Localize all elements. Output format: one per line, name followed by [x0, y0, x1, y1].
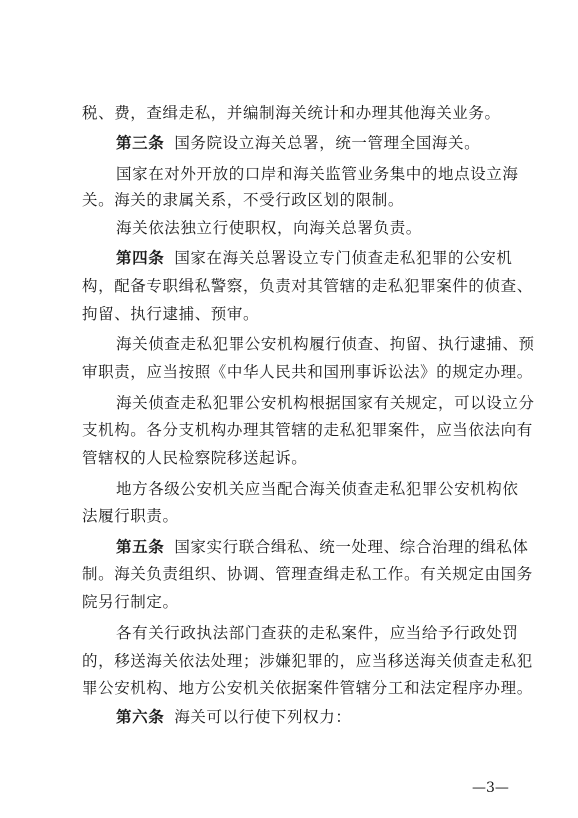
- article-heading: 第四条: [116, 249, 165, 267]
- line-text: 税、费，查缉走私，并编制海关统计和办理其他海关业务。: [82, 104, 501, 122]
- line-text: 构，配备专职缉私警察，负责对其管辖的走私犯罪案件的侦查、: [82, 277, 533, 295]
- line-text: 海关侦查走私犯罪公安机构履行侦查、拘留、执行逮捕、预: [116, 335, 535, 353]
- text-line: [82, 362, 533, 382]
- line-text: 国务院设立海关总署，统一管理全国海关。: [174, 134, 481, 152]
- article-line: [116, 133, 502, 153]
- page-number: —3—: [472, 780, 509, 796]
- text-line: [82, 103, 502, 123]
- line-text: 海关可以行使下列权力：: [174, 708, 352, 726]
- line-text: 海关依法独立行使职权，向海关总署负责。: [116, 219, 422, 237]
- line-text: 支机构。各分支机构办理其管辖的走私犯罪案件，应当依法向有: [82, 421, 533, 439]
- line-text: 地方各级公安机关应当配合海关侦查走私犯罪公安机构依: [116, 480, 519, 498]
- text-line: [82, 592, 502, 612]
- text-line: [82, 276, 533, 296]
- text-line: [82, 448, 502, 468]
- line-text: 的，移送海关依法处理；涉嫌犯罪的，应当移送海关侦查走私犯: [82, 652, 533, 670]
- text-line: [116, 479, 519, 499]
- line-text: 各有关行政执法部门查获的走私案件，应当给予行政处罚: [116, 624, 519, 642]
- line-text: 海关侦查走私犯罪公安机构根据国家有关规定，可以设立分: [116, 394, 535, 412]
- text-line: [116, 623, 519, 643]
- text-line: [82, 190, 502, 210]
- line-text: 国家在海关总署设立专门侦查走私犯罪的公安机: [174, 249, 513, 267]
- article-line: [116, 248, 513, 268]
- text-line: [116, 218, 502, 238]
- line-text: 法履行职责。: [82, 507, 179, 525]
- line-text: 拘留、执行逮捕、预审。: [82, 305, 260, 323]
- article-line: [116, 707, 502, 727]
- article-heading: 第六条: [116, 708, 165, 726]
- text-line: [116, 164, 519, 184]
- text-line: [116, 393, 535, 413]
- text-line: [82, 651, 533, 671]
- article-line: [116, 537, 529, 557]
- line-text: 国家实行联合缉私、统一处理、综合治理的缉私体: [174, 538, 529, 556]
- line-text: 院另行制定。: [82, 593, 179, 611]
- article-heading: 第五条: [116, 538, 165, 556]
- text-line: [116, 334, 535, 354]
- text-line: [82, 420, 533, 440]
- text-line: [82, 564, 533, 584]
- article-heading: 第三条: [116, 134, 165, 152]
- line-text: 关。海关的隶属关系，不受行政区划的限制。: [82, 191, 405, 209]
- line-text: 审职责，应当按照《中华人民共和国刑事诉讼法》的规定办理。: [82, 363, 533, 381]
- text-line: [82, 506, 502, 526]
- text-line: [82, 678, 533, 698]
- line-text: 制。海关负责组织、协调、管理查缉走私工作。有关规定由国务: [82, 565, 533, 583]
- text-line: [82, 304, 502, 324]
- line-text: 管辖权的人民检察院移送起诉。: [82, 449, 308, 467]
- line-text: 国家在对外开放的口岸和海关监管业务集中的地点设立海: [116, 165, 519, 183]
- line-text: 罪公安机构、地方公安机关依据案件管辖分工和法定程序办理。: [82, 679, 533, 697]
